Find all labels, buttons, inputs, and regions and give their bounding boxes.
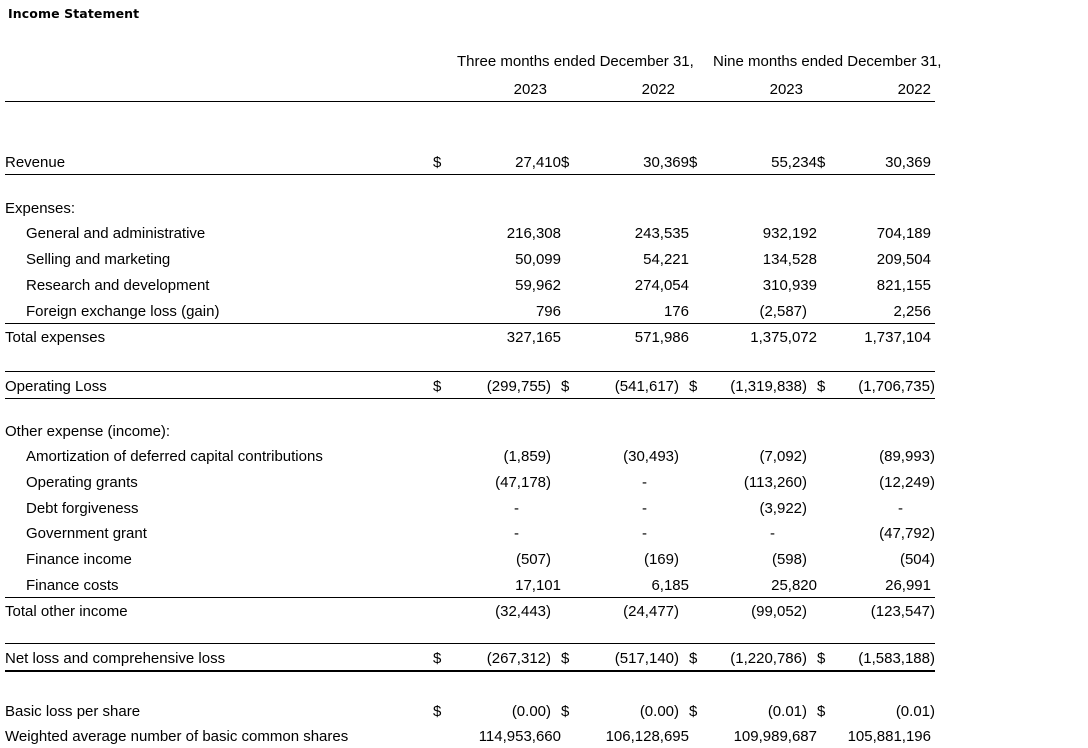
value-cell: 274,054: [634, 276, 689, 294]
value-cell: (0.01): [767, 702, 807, 720]
table-row-general-and-administrative: [5, 220, 935, 246]
dollar-sign-cell: $: [817, 148, 831, 174]
dollar-sign-cell: [689, 417, 703, 443]
table-row-research-and-development: [5, 271, 935, 297]
dollar-sign-cell: [561, 297, 575, 323]
year-header-row: [5, 76, 935, 102]
row-label: Basic loss per share: [5, 702, 141, 720]
spacer-row: [5, 349, 935, 372]
dollar-sign-cell: [817, 597, 831, 623]
value-cell: 571,986: [634, 329, 689, 347]
spacer-cell: [5, 398, 935, 417]
dollar-sign-cell: $: [817, 702, 826, 720]
value-cell: (169): [643, 551, 679, 568]
table-row-revenue: [5, 148, 935, 174]
row-label: Amortization of deferred capital contributions: [26, 448, 323, 466]
dollar-sign-cell: [817, 271, 831, 297]
dollar-sign-cell: [433, 571, 447, 597]
dollar-sign-cell: $: [433, 644, 447, 671]
year-header-col3: 2023: [689, 76, 817, 102]
dollar-sign-cell: [689, 597, 703, 623]
value-cell: (0.00): [639, 702, 679, 720]
value-cell: -: [514, 525, 519, 543]
dollar-sign-cell: [561, 468, 575, 494]
value-cell: (7,092): [759, 448, 807, 466]
table-row-total-expenses: [5, 323, 935, 349]
row-label: Operating grants: [26, 473, 138, 491]
value-cell: 50,099: [515, 251, 561, 269]
value-cell: [575, 194, 689, 220]
dollar-sign-cell: $: [817, 644, 831, 671]
dollar-sign-cell: [817, 723, 831, 748]
value-cell: (12,249): [879, 473, 935, 491]
row-label: Foreign exchange loss (gain): [5, 297, 433, 323]
value-cell: [575, 417, 689, 443]
dollar-sign-cell: [433, 297, 447, 323]
value-cell: (0.01): [895, 702, 935, 720]
value-cell: [703, 417, 817, 443]
page-title: Income Statement: [8, 6, 140, 21]
table-row-basic-loss-per-share: [5, 697, 935, 723]
table-row-debt-forgiveness: [5, 494, 935, 520]
dollar-sign-cell: [433, 443, 447, 469]
dollar-sign-cell: $: [561, 148, 575, 174]
dollar-sign-cell: [433, 323, 447, 349]
nine-months-header: [689, 50, 942, 76]
value-cell: 176: [575, 297, 689, 323]
dollar-sign-cell: [689, 723, 703, 748]
dollar-sign-cell: [433, 271, 447, 297]
dollar-sign-cell: [689, 323, 703, 349]
dollar-sign-cell: [689, 545, 703, 571]
value-cell: (47,178): [495, 473, 551, 491]
value-cell: (507): [515, 551, 551, 568]
row-label: Research and development: [26, 276, 210, 294]
value-cell: 26,991: [831, 571, 935, 597]
table-row-weighted-average-number-of-basic-common-shares: [5, 723, 935, 748]
row-label: Expenses:: [5, 199, 76, 217]
value-cell: [447, 417, 561, 443]
dollar-sign-cell: [433, 545, 447, 571]
value-cell: (0.00): [511, 702, 551, 720]
value-cell: -: [642, 525, 647, 543]
year-header-col4: 2022: [817, 76, 935, 102]
value-cell: 243,535: [634, 225, 689, 243]
dollar-sign-cell: $: [433, 148, 447, 174]
value-cell: 30,369: [575, 148, 689, 174]
table-row-amortization-of-deferred-capital-contributions: [5, 443, 935, 469]
value-cell: (24,477): [623, 603, 679, 621]
dollar-sign-cell: [561, 194, 575, 220]
dollar-sign-cell: [689, 194, 703, 220]
dollar-sign-cell: $: [433, 372, 447, 399]
value-cell: -: [642, 473, 647, 491]
dollar-sign-cell: [689, 443, 703, 469]
value-cell: 17,101: [447, 571, 561, 597]
dollar-sign-cell: [689, 494, 703, 520]
row-label: Revenue: [5, 148, 433, 174]
value-cell: -: [898, 499, 903, 517]
dollar-sign-cell: [561, 323, 575, 349]
dollar-sign-cell: [817, 443, 831, 469]
value-cell: 134,528: [762, 251, 817, 269]
table-row-other-expense-income: [5, 417, 935, 443]
spacer-cell: [5, 175, 935, 195]
dollar-sign-cell: [561, 723, 575, 748]
dollar-sign-cell: [817, 323, 831, 349]
income-statement-table: [5, 50, 942, 748]
row-label: Finance costs: [5, 571, 433, 597]
three-months-header: [433, 50, 694, 76]
dollar-sign-cell: [561, 220, 575, 246]
value-cell: (299,755): [447, 372, 561, 399]
value-cell: (3,922): [759, 499, 807, 517]
dollar-sign-cell: [817, 245, 831, 271]
dollar-sign-cell: $: [561, 372, 575, 399]
dollar-sign-cell: [817, 417, 831, 443]
value-cell: 59,962: [515, 276, 561, 294]
value-cell: -: [770, 525, 775, 543]
row-label: Operating Loss: [5, 372, 433, 399]
value-cell: (517,140): [575, 644, 689, 671]
row-label: Weighted average number of basic common shares: [5, 728, 349, 746]
dollar-sign-cell: [689, 271, 703, 297]
value-cell: 704,189: [876, 225, 931, 243]
table-row-expenses: [5, 194, 935, 220]
dollar-sign-cell: [561, 597, 575, 623]
dollar-sign-cell: [561, 520, 575, 546]
value-cell: (1,859): [503, 448, 551, 466]
value-cell: (504): [899, 551, 935, 568]
spacer-row: [5, 623, 935, 644]
table-row-total-other-income: [5, 597, 935, 623]
value-cell: 821,155: [876, 276, 931, 294]
value-cell: 109,989,687: [733, 728, 817, 746]
spacer-row: [5, 102, 935, 149]
row-label: Government grant: [26, 525, 147, 543]
value-cell: 796: [447, 297, 561, 323]
dollar-sign-cell: [433, 417, 447, 443]
dollar-sign-cell: $: [689, 372, 703, 399]
dollar-sign-cell: [561, 271, 575, 297]
value-cell: 209,504: [876, 251, 931, 269]
dollar-sign-cell: [433, 520, 447, 546]
value-cell: 27,410: [447, 148, 561, 174]
dollar-sign-cell: $: [561, 644, 575, 671]
value-cell: (267,312): [447, 644, 561, 671]
spacer-cell: [5, 671, 935, 697]
dollar-sign-cell: [817, 571, 831, 597]
value-cell: 6,185: [575, 571, 689, 597]
table-row-finance-costs: [5, 571, 935, 597]
period-header-row: [5, 50, 935, 76]
table-row-operating-grants: [5, 468, 935, 494]
dollar-sign-cell: [689, 571, 703, 597]
spacer-cell: [5, 349, 935, 372]
dollar-sign-cell: [433, 597, 447, 623]
value-cell: (113,260): [743, 473, 807, 491]
table-row-foreign-exchange-loss-gain: [5, 297, 935, 323]
value-cell: (541,617): [575, 372, 689, 399]
table-row-net-loss-and-comprehensive-loss: [5, 644, 935, 671]
row-label: Finance income: [26, 551, 132, 568]
row-label: Total other income: [5, 603, 128, 621]
dollar-sign-cell: [561, 571, 575, 597]
spacer-cell: [5, 623, 935, 644]
nine-months-header-text: Nine months ended December 31,: [713, 52, 942, 70]
dollar-sign-cell: [433, 468, 447, 494]
header-spacer-cell: [5, 50, 433, 76]
value-cell: 932,192: [762, 225, 817, 243]
value-cell: 106,128,695: [605, 728, 689, 746]
dollar-sign-cell: $: [689, 148, 703, 174]
dollar-sign-cell: $: [433, 702, 442, 720]
dollar-sign-cell: [689, 468, 703, 494]
value-cell: [703, 194, 817, 220]
value-cell: [831, 194, 935, 220]
dollar-sign-cell: [817, 520, 831, 546]
dollar-sign-cell: [561, 245, 575, 271]
dollar-sign-cell: [817, 545, 831, 571]
value-cell: (32,443): [495, 603, 551, 621]
value-cell: 1,375,072: [750, 329, 817, 347]
row-label: Total expenses: [5, 329, 106, 347]
value-cell: [447, 194, 561, 220]
dollar-sign-cell: [561, 443, 575, 469]
value-cell: (89,993): [879, 448, 935, 466]
dollar-sign-cell: [561, 494, 575, 520]
value-cell: 25,820: [703, 571, 817, 597]
table-row-finance-income: [5, 545, 935, 571]
spacer-row: [5, 671, 935, 697]
dollar-sign-cell: $: [817, 372, 831, 399]
value-cell: (123,547): [870, 603, 935, 621]
value-cell: (47,792): [879, 525, 935, 543]
value-cell: -: [642, 499, 647, 517]
value-cell: -: [514, 499, 519, 517]
value-cell: (30,493): [623, 448, 679, 466]
row-label: General and administrative: [26, 225, 206, 243]
dollar-sign-cell: [817, 494, 831, 520]
table-row-selling-and-marketing: [5, 245, 935, 271]
dollar-sign-cell: [433, 245, 447, 271]
value-cell: (2,587): [703, 297, 817, 323]
value-cell: (1,706,735): [831, 372, 935, 399]
value-cell: (598): [771, 551, 807, 568]
row-label: Other expense (income):: [5, 422, 171, 440]
value-cell: 2,256: [831, 297, 935, 323]
value-cell: 54,221: [643, 251, 689, 269]
value-cell: (99,052): [751, 603, 807, 621]
dollar-sign-cell: [689, 520, 703, 546]
spacer-row: [5, 398, 935, 417]
three-months-header-text: Three months ended December 31,: [457, 52, 694, 70]
value-cell: 327,165: [506, 329, 561, 347]
dollar-sign-cell: [433, 494, 447, 520]
row-label: Debt forgiveness: [26, 499, 139, 517]
row-label: Selling and marketing: [26, 251, 171, 269]
value-cell: (1,583,188): [831, 644, 935, 671]
row-label: Net loss and comprehensive loss: [5, 644, 433, 671]
value-cell: 310,939: [762, 276, 817, 294]
value-cell: 216,308: [506, 225, 561, 243]
dollar-sign-cell: $: [689, 702, 698, 720]
dollar-sign-cell: [433, 723, 447, 748]
year-header-col2: 2022: [561, 76, 689, 102]
dollar-sign-cell: [689, 245, 703, 271]
dollar-sign-cell: [433, 194, 447, 220]
table-row-government-grant: [5, 520, 935, 546]
table-row-operating-loss: [5, 372, 935, 399]
header-spacer-cell: [5, 76, 433, 102]
dollar-sign-cell: [433, 220, 447, 246]
dollar-sign-cell: [561, 417, 575, 443]
dollar-sign-cell: [689, 297, 703, 323]
value-cell: (1,220,786): [703, 644, 817, 671]
dollar-sign-cell: [817, 194, 831, 220]
dollar-sign-cell: $: [689, 644, 703, 671]
dollar-sign-cell: [561, 545, 575, 571]
value-cell: 105,881,196: [847, 728, 931, 746]
spacer-row: [5, 175, 935, 195]
value-cell: 55,234: [703, 148, 817, 174]
dollar-sign-cell: [817, 468, 831, 494]
value-cell: (1,319,838): [703, 372, 817, 399]
year-header-col1: 2023: [433, 76, 561, 102]
value-cell: 114,953,660: [478, 728, 561, 746]
dollar-sign-cell: $: [561, 702, 570, 720]
value-cell: [831, 417, 935, 443]
dollar-sign-cell: [689, 220, 703, 246]
spacer-cell: [5, 102, 935, 149]
value-cell: 1,737,104: [864, 329, 931, 347]
dollar-sign-cell: [817, 297, 831, 323]
dollar-sign-cell: [817, 220, 831, 246]
value-cell: 30,369: [831, 148, 935, 174]
